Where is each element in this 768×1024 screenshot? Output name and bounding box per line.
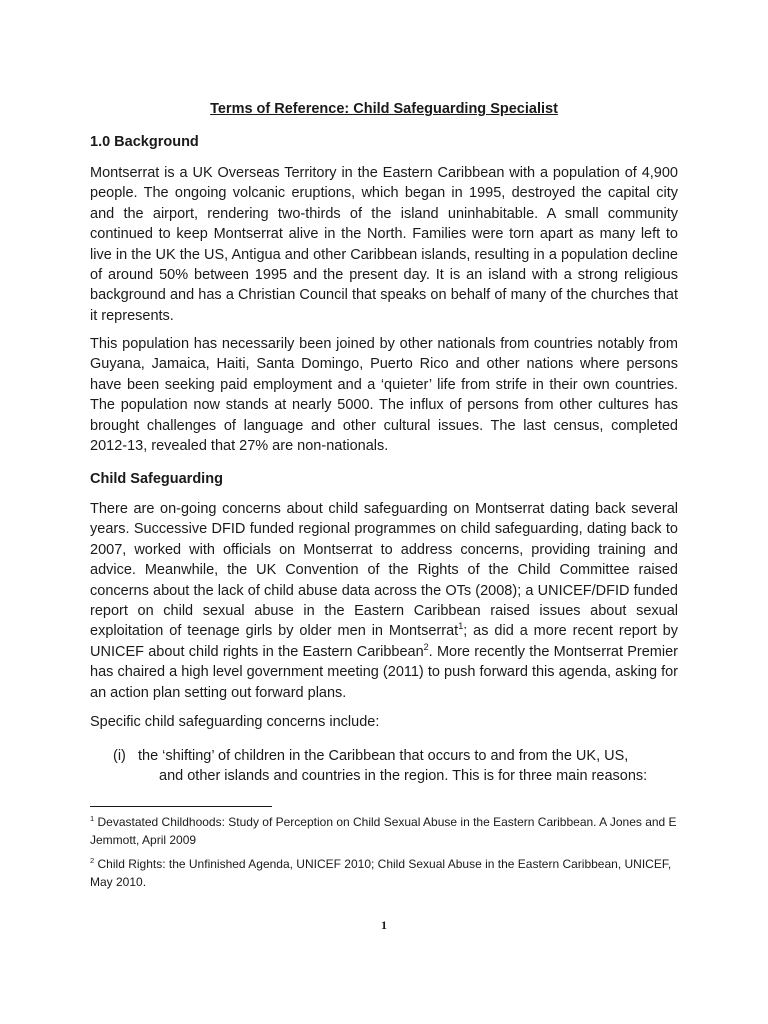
list-item-line-1: the ‘shifting’ of children in the Caribbean that occurs to and from the UK, US, bbox=[138, 748, 629, 764]
paragraph-text-part-1: There are on-going concerns about child safeguarding on Montserrat dating back several years. Successive DFID funded regional programmes on child safeguarding, dating back to 2007, worked with officials on Montserrat to address concerns, providing training and advice. Meanwhile, the UK Convention of the Rights of the Child Committee raised concerns about the lack of child abuse data across the OTs (2008); a UNICEF/DFID funded report on child sexual abuse in the Eastern Caribbean raised issues about sexual exploitation of teenage girls by older men in Montserrat bbox=[90, 501, 678, 640]
concern-list-item bbox=[113, 746, 679, 787]
child-safeguarding-heading: Child Safeguarding bbox=[90, 471, 223, 487]
page-number: 1 bbox=[381, 918, 387, 932]
footnote-separator bbox=[90, 806, 272, 807]
background-heading: 1.0 Background bbox=[90, 134, 199, 150]
child-safeguarding-paragraph bbox=[90, 499, 678, 703]
list-marker: (i) bbox=[113, 748, 126, 764]
background-paragraph-1: Montserrat is a UK Overseas Territory in the Eastern Caribbean with a population of 4,900 people. The ongoing volcanic eruptions, which began in 1995, destroyed the capital city and the airport, rendering two-thirds of the island uninhabitable. A small community continued to keep Montserrat alive in the North. Families were torn apart as many left to live in the UK the US, Antigua and other Caribbean islands, resulting in a population decline of around 50% between 1995 and the present day. It is an island with a strong religious background and has a Christian Council that speaks on behalf of many of the churches that it represents. bbox=[90, 165, 678, 324]
footnote-ref-2: 2 bbox=[423, 642, 429, 653]
concerns-intro: Specific child safeguarding concerns include: bbox=[90, 714, 380, 730]
background-paragraph-2: This population has necessarily been joined by other nationals from countries notably from Guyana, Jamaica, Haiti, Santa Domingo, Puerto Rico and other nations where persons have been seeking paid employment and a ‘quieter’ life from strife in their own countries. The population now stands at nearly 5000. The influx of persons from other cultures has brought challenges of language and other cultural issues. The last census, completed 2012-13, revealed that 27% are non-nationals. bbox=[90, 336, 678, 455]
list-item-line-2: and other islands and countries in the region. This is for three main reasons: bbox=[159, 768, 648, 785]
footnote-1-number: 1 bbox=[90, 814, 95, 823]
document-title: Terms of Reference: Child Safeguarding Specialist bbox=[210, 101, 558, 117]
paragraph-text-part-2: ; as did a more recent report by UNICEF about child rights in the Eastern Caribbean bbox=[90, 623, 678, 660]
footnote-1-text: Devastated Childhoods: Study of Perception on Child Sexual Abuse in the Eastern Caribbean. A Jones and E Jemmott, April 2009 bbox=[90, 815, 677, 847]
footnote-1 bbox=[90, 814, 680, 849]
footnote-2-number: 2 bbox=[90, 856, 95, 865]
footnote-2 bbox=[90, 856, 680, 891]
paragraph-text-part-3: . More recently the Montserrat Premier has chaired a high level government meeting (2011) to push forward this agenda, asking for an action plan setting out forward plans. bbox=[90, 643, 678, 701]
footnote-ref-1: 1 bbox=[458, 621, 464, 632]
footnote-2-text: Child Rights: the Unfinished Agenda, UNICEF 2010; Child Sexual Abuse in the Eastern Caribbean, UNICEF, May 2010. bbox=[90, 857, 672, 889]
